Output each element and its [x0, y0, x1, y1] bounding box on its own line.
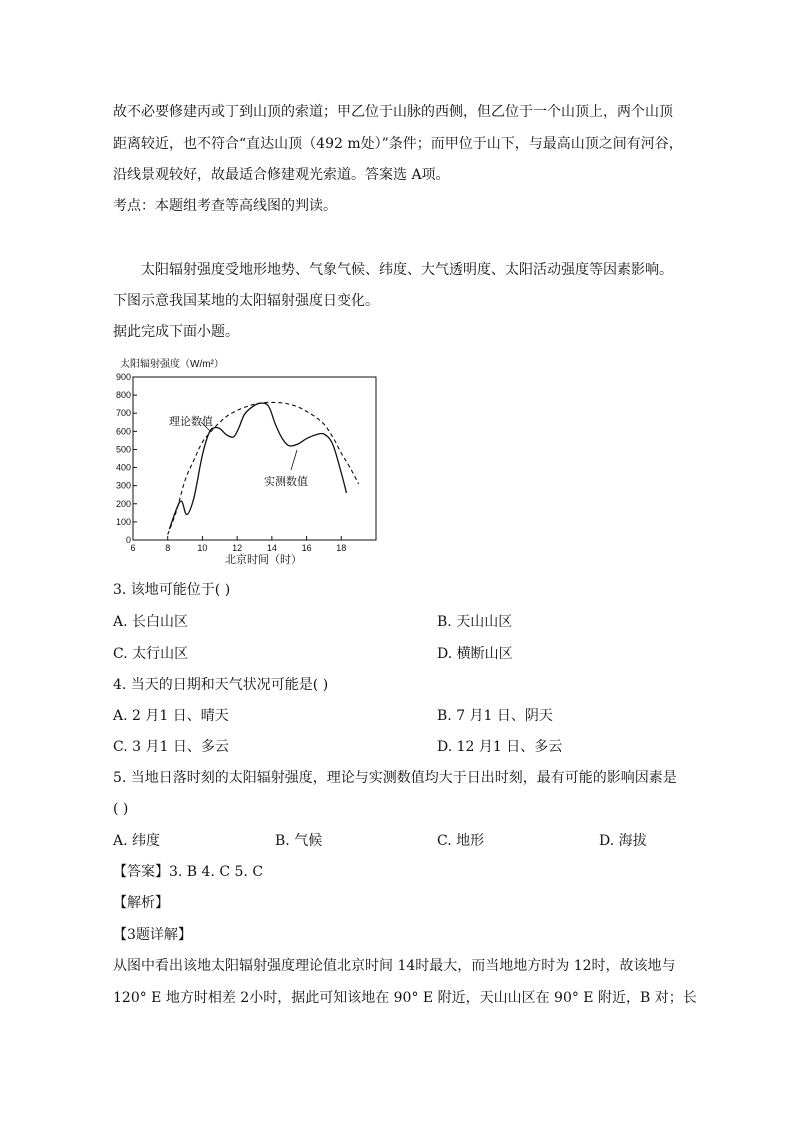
question-5-stem: 5. 当地日落时刻的太阳辐射强度，理论与实测数值均大于日出时刻，最有可能的影响因素是: [113, 770, 677, 786]
y-tick-label: 0: [125, 535, 131, 545]
x-tick-label: 12: [232, 543, 243, 553]
measured-leader-line: [291, 450, 297, 470]
x-tick-label: 14: [266, 543, 277, 553]
y-tick-label: 500: [115, 444, 131, 455]
intro-line-4: 考点：本题组考查等高线图的判读。: [113, 198, 337, 214]
axis-ticks: [116, 372, 346, 553]
y-tick-label: 400: [115, 462, 131, 473]
q4-option-c: C. 3 月1 日、多云: [113, 739, 229, 755]
question-4-stem: 4. 当天的日期和天气状况可能是( ): [113, 677, 329, 693]
analysis-label: 【解析】: [113, 895, 169, 911]
y-tick-label: 800: [115, 390, 131, 401]
passage-line-1: 太阳辐射强度受地形地势、气象气候、纬度、大气透明度、太阳活动强度等因素影响。: [141, 262, 673, 278]
theory-annotation: 理论数值: [169, 416, 213, 428]
intro-line-1: 故不必要修建丙或丁到山顶的索道；甲乙位于山脉的西侧，但乙位于一个山顶上，两个山顶: [113, 104, 673, 120]
x-tick-label: 8: [165, 543, 171, 553]
intro-line-3: 沿线景观较好，故最适合修建观光索道。答案选 A项。: [113, 167, 450, 183]
q5-option-a: A. 纬度: [113, 833, 161, 849]
intro-line-2: 距离较近，也不符合“直达山顶（492 m处）”条件；而甲位于山下，与最高山顶之间有河谷，: [113, 136, 683, 152]
question-5-stem-cont: ( ): [113, 801, 129, 817]
detail-line-2: 120° E 地方时相差 2小时，据此可知该地在 90° E 附近，天山山区在 90° E 附近，B 对；长: [113, 990, 697, 1006]
detail-label: 【3题详解】: [113, 927, 192, 943]
q4-option-a: A. 2 月1 日、晴天: [113, 708, 229, 724]
passage-line-3: 据此完成下面小题。: [113, 324, 239, 340]
x-tick-label: 18: [336, 543, 347, 553]
y-tick-label: 900: [115, 372, 131, 382]
solar-radiation-chart: [112, 352, 382, 570]
y-tick-label: 600: [115, 426, 131, 437]
x-tick-label: 16: [301, 543, 312, 553]
plot-frame: [133, 377, 376, 540]
detail-line-1: 从图中看出该地太阳辐射强度理论值北京时间 14时最大，而当地地方时为 12时，故该地与: [113, 958, 676, 974]
q5-option-c: C. 地形: [437, 833, 485, 849]
q3-option-c: C. 太行山区: [113, 646, 189, 662]
q5-option-d: D. 海拔: [599, 833, 647, 849]
y-tick-label: 100: [115, 516, 131, 527]
answer-line: 【答案】3. B 4. C 5. C: [113, 864, 264, 880]
measured-annotation: 实测数值: [264, 476, 308, 488]
y-tick-label: 300: [115, 480, 131, 491]
x-axis-label: 北京时间（时）: [225, 554, 302, 566]
y-tick-label: 200: [115, 498, 131, 509]
q4-option-b: B. 7 月1 日、阴天: [437, 708, 553, 724]
q3-option-a: A. 长白山区: [113, 614, 189, 630]
x-tick-label: 6: [130, 543, 136, 553]
q3-option-d: D. 横断山区: [437, 646, 513, 662]
y-tick-label: 700: [115, 408, 131, 419]
q5-option-b: B. 气候: [275, 833, 323, 849]
passage-line-2: 下图示意我国某地的太阳辐射强度日变化。: [113, 293, 379, 309]
question-3-stem: 3. 该地可能位于( ): [113, 582, 231, 598]
q4-option-d: D. 12 月1 日、多云: [437, 739, 563, 755]
q3-option-b: B. 天山山区: [437, 614, 513, 630]
x-tick-label: 10: [197, 543, 208, 553]
y-axis-label: 太阳辐射强度（W/m²）: [120, 359, 224, 370]
